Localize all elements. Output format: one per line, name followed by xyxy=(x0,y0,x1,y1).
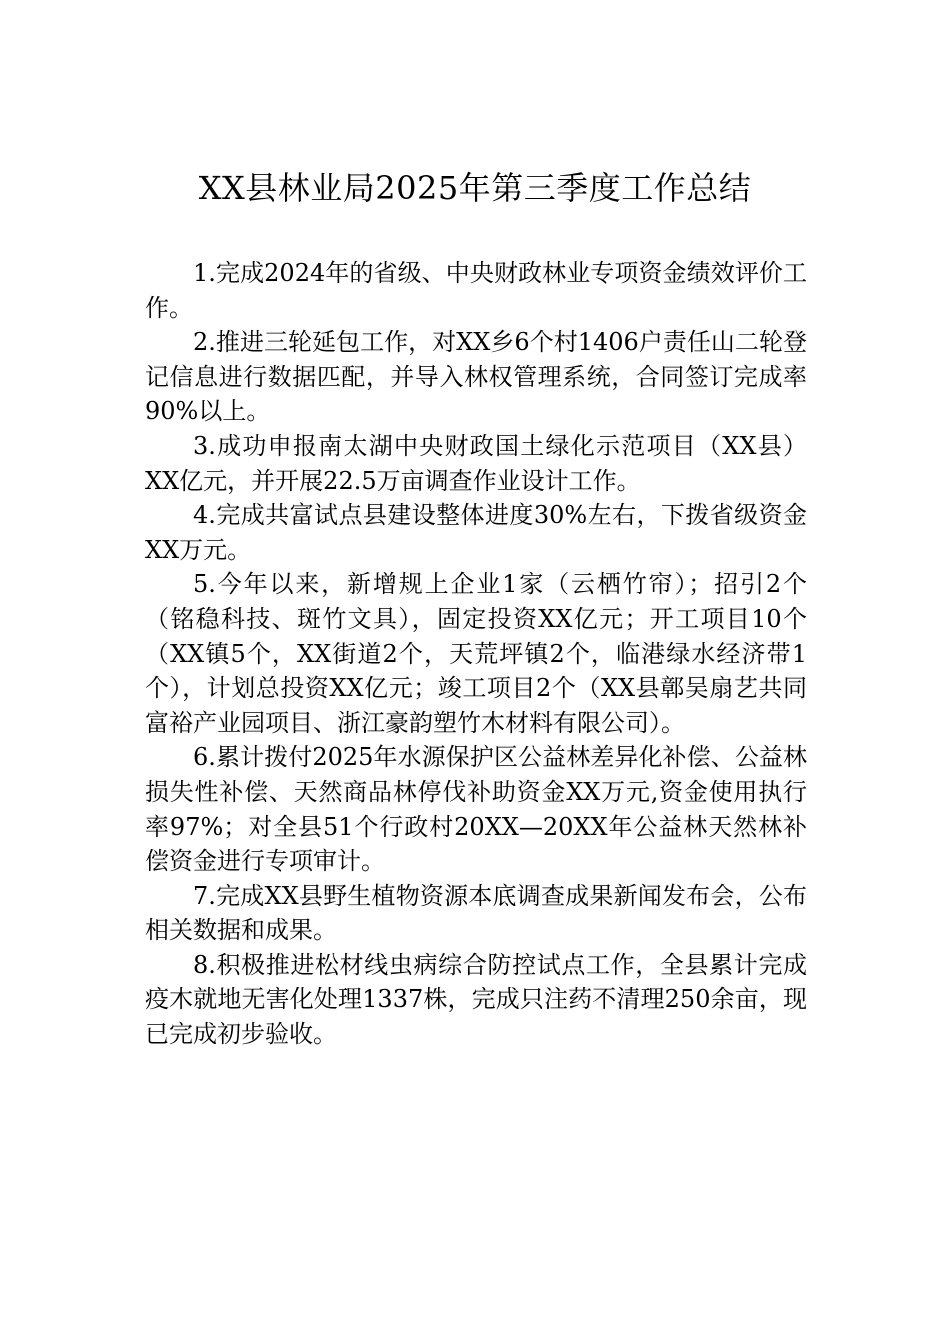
paragraph-8: 8.积极推进松材线虫病综合防控试点工作，全县累计完成疫木就地无害化处理1337株，完成只注药不清理250余亩，现已完成初步验收。 xyxy=(145,950,807,1049)
paragraph-1: 1.完成2024年的省级、中央财政林业专项资金绩效评价工作。 xyxy=(145,259,807,322)
paragraph-4: 4.完成共富试点县建设整体进度30%左右，下拨省级资金XX万元。 xyxy=(145,501,807,564)
document-title: XX县林业局2025年第三季度工作总结 xyxy=(198,169,752,207)
paragraph-7: 7.完成XX县野生植物资源本底调查成果新闻发布会，公布相关数据和成果。 xyxy=(145,881,807,945)
paragraph-3: 3.成功申报南太湖中央财政国土绿化示范项目（XX县）XX亿元，并开展22.5万亩调查作业设计工作。 xyxy=(145,431,807,495)
paragraph-6: 6.累计拨付2025年水源保护区公益林差异化补偿、公益林损失性补偿、天然商品林停伐补助资金XX万元,资金使用执行率97%；对全县51个行政村20XX—20XX年公益林天然林补偿资金进行专项审计。 xyxy=(145,743,807,876)
document-body xyxy=(145,256,807,1052)
paragraph-2: 2.推进三轮延包工作，对XX乡6个村1406户责任山二轮登记信息进行数据匹配，并导入林权管理系统，合同签订完成率90%以上。 xyxy=(145,328,807,426)
paragraph-5: 5.今年以来，新增规上企业1家（云栖竹帘）；招引2个（铭稳科技、斑竹文具），固定投资XX亿元；开工项目10个（XX镇5个，XX街道2个，天荒坪镇2个，临港绿水经济带1个），计划总投资XX亿元；竣工项目2个（XX县鄣吴扇艺共同富裕产业园项目、浙江豪韵塑竹木材料有限公司）。 xyxy=(145,570,807,737)
